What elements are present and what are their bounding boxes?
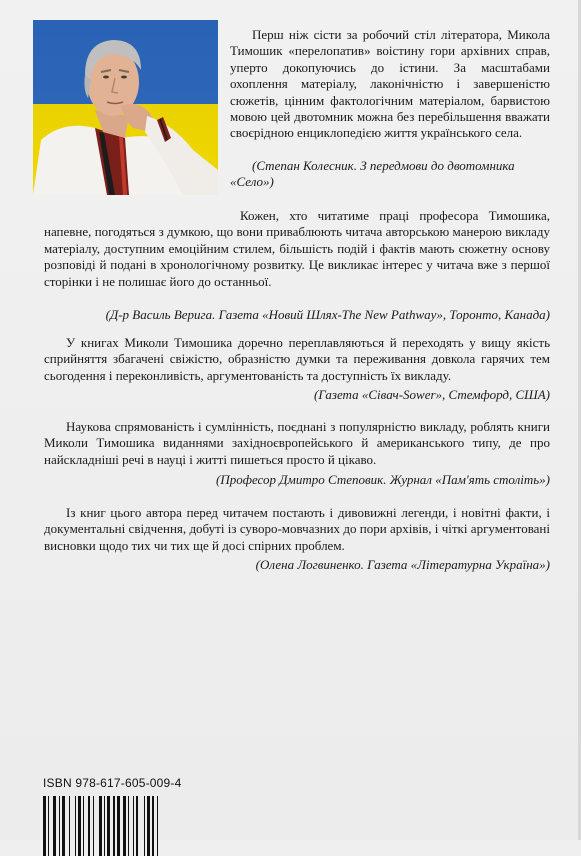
barcode-bar — [93, 796, 94, 856]
barcode-bar — [157, 796, 158, 856]
quote-text-2: Кожен, хто читатиме праці професора Тимошика, напевне, погодяться з думкою, що вони приваблюють читача авторською манерою викладу матеріалу, доступним емоційним стилем, більшість подій і фактів мають сюжетну основу розповіді й подані в хронологічному розвитку. Це викликає інтерес у читача вже з першої сторінки і не полишає його до останньої. — [44, 208, 550, 289]
barcode-bar — [99, 796, 102, 856]
isbn-block — [43, 776, 203, 856]
barcode-bar — [75, 796, 76, 856]
quote-text-5: Із книг цього автора перед читачем постають і дивовижні легенди, і новітні факти, і документальні свідчення, добуті із суворо-мовчазних до пори архівів, і чіткі аргументовані висновки щодо тих чи тих ще й досі спірних проблем. — [44, 505, 550, 553]
barcode-bar — [136, 796, 139, 856]
barcode-bar — [88, 796, 91, 856]
barcode-bar — [69, 796, 70, 856]
barcode-bar — [133, 796, 134, 856]
quote-source-1: (Степан Колесник. З передмови до двотомника «Село») — [230, 158, 515, 190]
barcode-bar — [78, 796, 81, 856]
barcode-bar — [152, 796, 155, 856]
barcode-bar — [83, 796, 84, 856]
barcode-bar — [48, 796, 49, 856]
barcode-bar — [117, 796, 121, 856]
barcode-bar — [62, 796, 65, 856]
quote-text-1: Перш ніж сісти за робочий стіл літератора, Микола Тимошик «перелопатив» воістину гори архівних справ, уперто докопуючись до істини. За масштабами охоплення матеріалу, лаконічністю і завершеністю сюжетів, цінним фактологічним матеріалом, барвистою мовою цей двотомник можна без перебільшення вважати своєрідною енциклопедією життя українського села. — [230, 27, 550, 141]
quote-text-3: У книгах Миколи Тимошика доречно переплавляються й переходять у вищу якість сприйняття збагачені свіжістю, образністю думки та переживання довкола гарячих тем сьогодення і переконливість, аргументованість та доступність їх викладу. — [44, 335, 550, 383]
isbn-number: ISBN 978-617-605-009-4 — [43, 776, 182, 790]
barcode-bar — [59, 796, 60, 856]
quote-source-5: (Олена Логвиненко. Газета «Літературна Україна») — [255, 557, 550, 572]
quote-text-4: Наукова спрямованість і сумлінність, поєднані з популярністю викладу, роблять книги Миколи Тимошика виданнями західноєвропейського й американського типу, де про найскладніші речі в науці і житті пишеться просто й цікаво. — [44, 419, 550, 467]
barcode-bar — [123, 796, 126, 856]
barcode-bar — [144, 796, 145, 856]
barcode-bar — [107, 796, 110, 856]
barcode-bar — [43, 796, 46, 856]
quote-source-3: (Газета «Сівач-Sower», Стемфорд, США) — [313, 387, 550, 402]
barcode-graphic — [43, 796, 203, 856]
barcode-bar — [113, 796, 114, 856]
barcode-bar — [53, 796, 57, 856]
barcode-bar — [128, 796, 129, 856]
barcode-bar — [104, 796, 105, 856]
author-photo — [33, 20, 218, 195]
author-portrait-illustration — [33, 20, 218, 195]
barcode-bar — [147, 796, 150, 856]
quote-source-4: (Професор Дмитро Степовик. Журнал «Пам'ять століть») — [216, 472, 550, 487]
quote-source-2: (Д-р Василь Верига. Газета «Новий Шлях-The New Pathway», Торонто, Канада) — [105, 307, 550, 322]
